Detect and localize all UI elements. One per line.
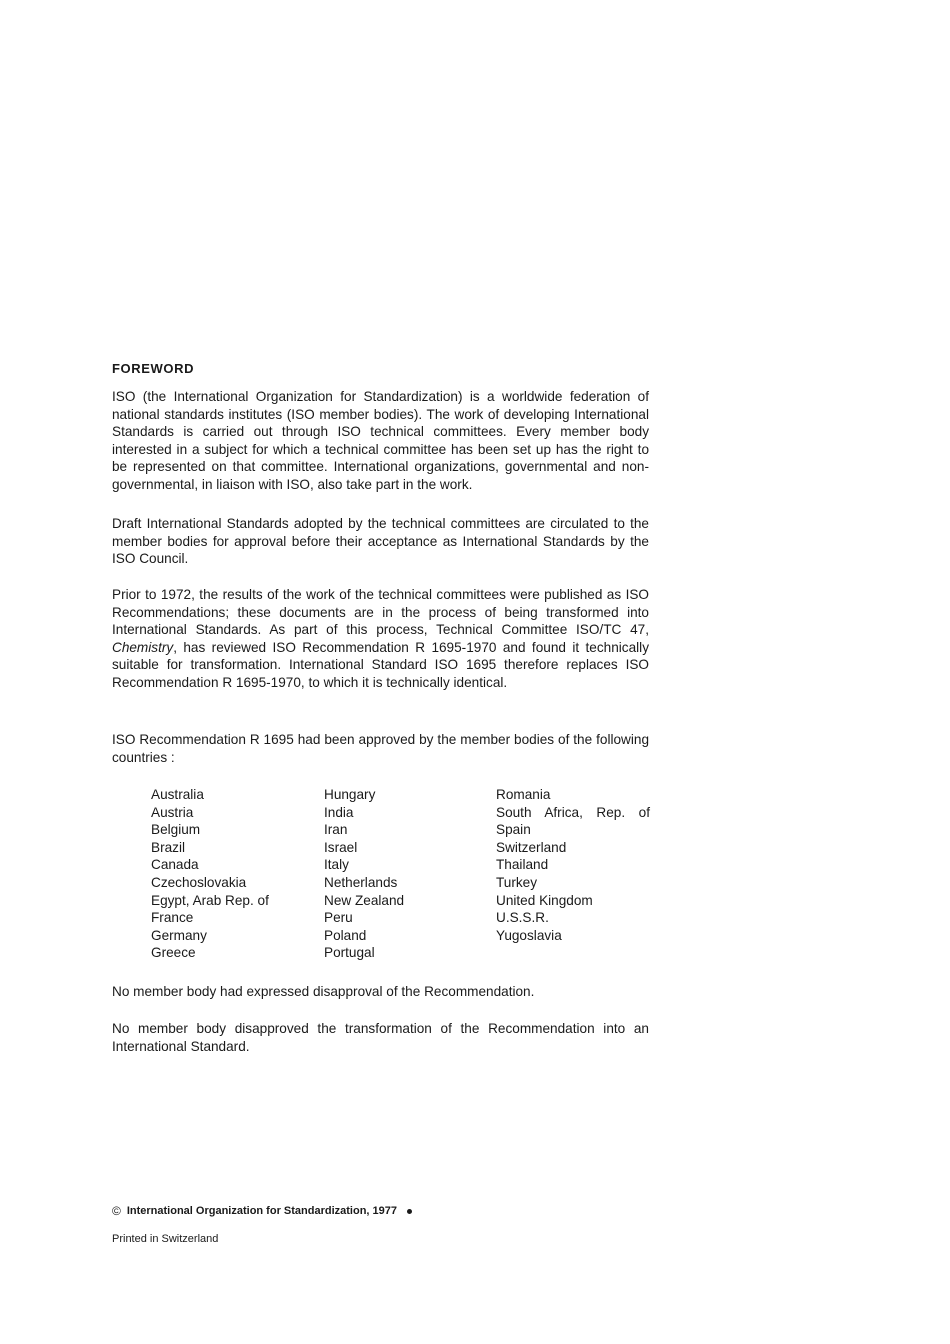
paragraph-transformation-part1: Prior to 1972, the results of the work of the technical committees were published as ISO Recommendations; these documents are in the process of being transformed into International Standards. As part of this process, Technical Committee ISO/TC 47,: [112, 587, 649, 638]
foreword-heading: FOREWORD: [112, 361, 195, 376]
country-item: Belgium: [151, 822, 201, 838]
country-item: Brazil: [151, 839, 185, 855]
country-item: Turkey: [496, 874, 538, 890]
country-item: Greece: [151, 945, 196, 961]
country-item: Spain: [496, 822, 531, 838]
paragraph-transformation-part2: , has reviewed ISO Recommendation R 1695-1970 and found it technically suitable for transformation. International Standard ISO 1695 therefore replaces ISO Recommendation R 1695-1970, to which it is technically identical.: [112, 639, 649, 690]
country-item: Austria: [151, 804, 194, 820]
countries-column-2: [324, 786, 404, 962]
country-item: Egypt, Arab Rep. of: [151, 892, 269, 908]
country-item: Romania: [496, 787, 551, 802]
paragraph-no-disapproval: No member body had expressed disapproval of the Recommendation.: [112, 984, 535, 999]
country-item: South Africa, Rep. of: [496, 804, 650, 820]
copyright-line: [112, 1204, 412, 1218]
country-item: United Kingdom: [496, 892, 593, 908]
paragraph-transformation: [112, 586, 649, 692]
country-item: France: [151, 910, 194, 926]
country-item: Peru: [324, 910, 353, 926]
paragraph-no-disapproval-transformation: No member body disapproved the transformation of the Recommendation into an International Standard.: [112, 1021, 649, 1054]
country-item: Iran: [324, 822, 348, 838]
country-item: New Zealand: [324, 892, 405, 908]
printed-in-text: Printed in Switzerland: [112, 1233, 219, 1245]
committee-name-italic: Chemistry: [112, 639, 174, 655]
country-item: Israel: [324, 839, 358, 855]
country-item: Germany: [151, 927, 207, 943]
country-item: Thailand: [496, 857, 549, 873]
country-item: India: [324, 804, 354, 820]
country-item: Netherlands: [324, 874, 398, 890]
copyright-icon: ©: [112, 1204, 121, 1218]
country-item: Czechoslovakia: [151, 874, 247, 890]
bullet-dot-icon: [407, 1209, 412, 1214]
country-item: U.S.S.R.: [496, 910, 549, 926]
country-item: Switzerland: [496, 839, 567, 855]
paragraph-iso-description: ISO (the International Organization for Standardization) is a worldwide federation of national standards institutes (ISO member bodies). The work of developing International Standards is carried out through ISO technical committees. Every member body interested in a subject for which a technical committee has been set up has the right to be represented on that committee. International organizations, governmental and non-governmental, in liaison with ISO, also take part in the work.: [112, 389, 649, 492]
country-item: Poland: [324, 927, 367, 943]
countries-column-3: [496, 786, 650, 944]
copyright-text: International Organization for Standardization, 1977: [126, 1205, 397, 1217]
country-item: Australia: [151, 787, 204, 802]
country-item: Yugoslavia: [496, 927, 562, 943]
paragraph-draft-standards: Draft International Standards adopted by the technical committees are circulated to the member bodies for approval before their acceptance as International Standards by the ISO Council.: [112, 516, 649, 567]
paragraph-approval: ISO Recommendation R 1695 had been approved by the member bodies of the following countries :: [112, 732, 649, 765]
country-item: Italy: [324, 857, 349, 873]
countries-column-1: [151, 786, 269, 962]
country-item: Canada: [151, 857, 199, 873]
country-item: Portugal: [324, 945, 375, 961]
country-item: Hungary: [324, 787, 376, 802]
